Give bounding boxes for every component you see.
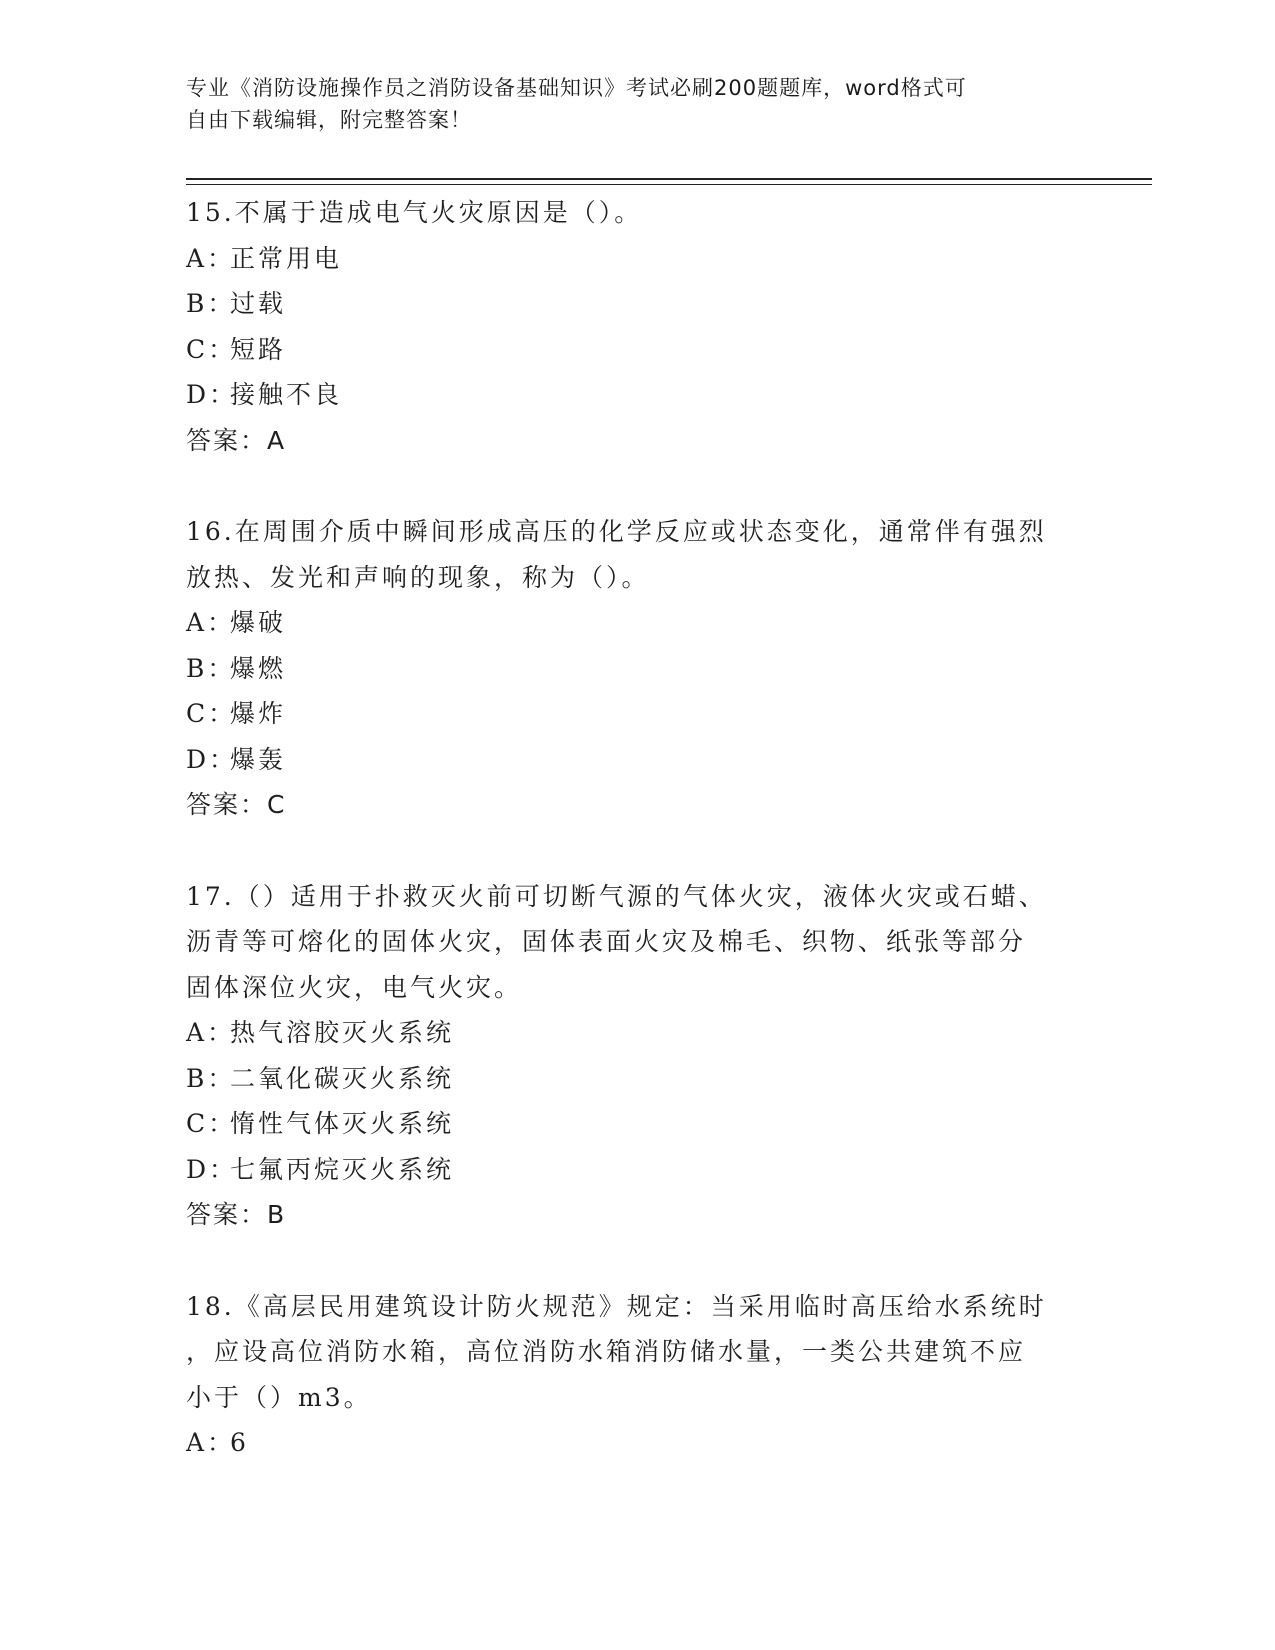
question-stem: 放热、发光和声响的现象，称为（）。 [186,562,650,592]
option-text: 爆轰 [230,744,287,774]
option-text: 接触不良 [230,380,343,409]
option-letter: A： [186,1018,236,1047]
option-text: 爆破 [230,608,287,637]
option-text: 七氟丙烷灭火系统 [230,1154,455,1184]
header-divider-thick [186,178,1152,180]
option-c [186,327,1086,373]
question-17 [186,874,1086,1238]
question-stem: 15.不属于造成电气火灾原因是（）。 [186,198,643,227]
question-stem: ，应设高位消防水箱，高位消防水箱消防储水量，一类公共建筑不应 [186,1337,1027,1366]
option-text: 6 [230,1428,249,1457]
header-divider-thin [186,184,1152,185]
option-letter: B： [186,289,236,318]
option-letter: C： [186,699,237,728]
option-text: 正常用电 [230,243,343,273]
option-letter: A： [186,243,236,273]
option-b [186,646,1086,692]
option-a [186,1010,1086,1056]
option-b [186,1056,1086,1102]
option-letter: D： [186,1154,238,1184]
header-line-1: 专业《消防设施操作员之消防设备基础知识》考试必刷200题题库，word格式可 [186,76,967,100]
header-line-2: 自由下载编辑，附完整答案！ [186,108,472,132]
option-text: 热气溶胶灭火系统 [230,1018,455,1047]
option-d [186,737,1086,783]
option-text: 爆燃 [230,653,287,683]
question-stem: 17.（）适用于扑救灭火前可切断气源的气体火灾，液体火灾或石蜡、 [186,881,1047,911]
question-list [186,190,1086,1512]
question-15 [186,190,1086,463]
question-stem: 固体深位火灾，电气火灾。 [186,972,523,1002]
option-letter: A： [186,608,236,637]
option-letter: A： [186,1428,236,1457]
option-a [186,236,1086,282]
option-b [186,281,1086,327]
option-letter: B： [186,1063,236,1093]
answer-line: 答案：A [186,425,287,455]
document-header [186,72,1066,136]
option-letter: C： [186,1109,237,1138]
question-stem: 小于（）m3。 [186,1382,372,1412]
option-letter: C： [186,334,237,364]
answer-line: 答案：B [186,1200,287,1229]
option-a [186,600,1086,646]
answer-line: 答案：C [186,790,287,819]
option-d [186,372,1086,418]
question-stem: 16.在周围介质中瞬间形成高压的化学反应或状态变化，通常伴有强烈 [186,517,1047,546]
option-letter: D： [186,380,238,409]
option-text: 惰性气体灭火系统 [230,1109,455,1138]
option-d [186,1147,1086,1193]
question-stem: 沥青等可熔化的固体火灾，固体表面火灾及棉毛、织物、纸张等部分 [186,927,1027,956]
question-18 [186,1284,1086,1466]
question-16 [186,509,1086,828]
option-text: 二氧化碳灭火系统 [230,1063,455,1093]
option-text: 过载 [230,289,287,318]
option-c [186,691,1086,737]
option-text: 短路 [230,334,287,364]
question-stem: 18.《高层民用建筑设计防火规范》规定：当采用临时高压给水系统时 [186,1291,1047,1321]
option-letter: B： [186,653,236,683]
option-text: 爆炸 [230,699,287,728]
option-a [186,1420,1086,1466]
option-c [186,1101,1086,1147]
option-letter: D： [186,744,238,774]
